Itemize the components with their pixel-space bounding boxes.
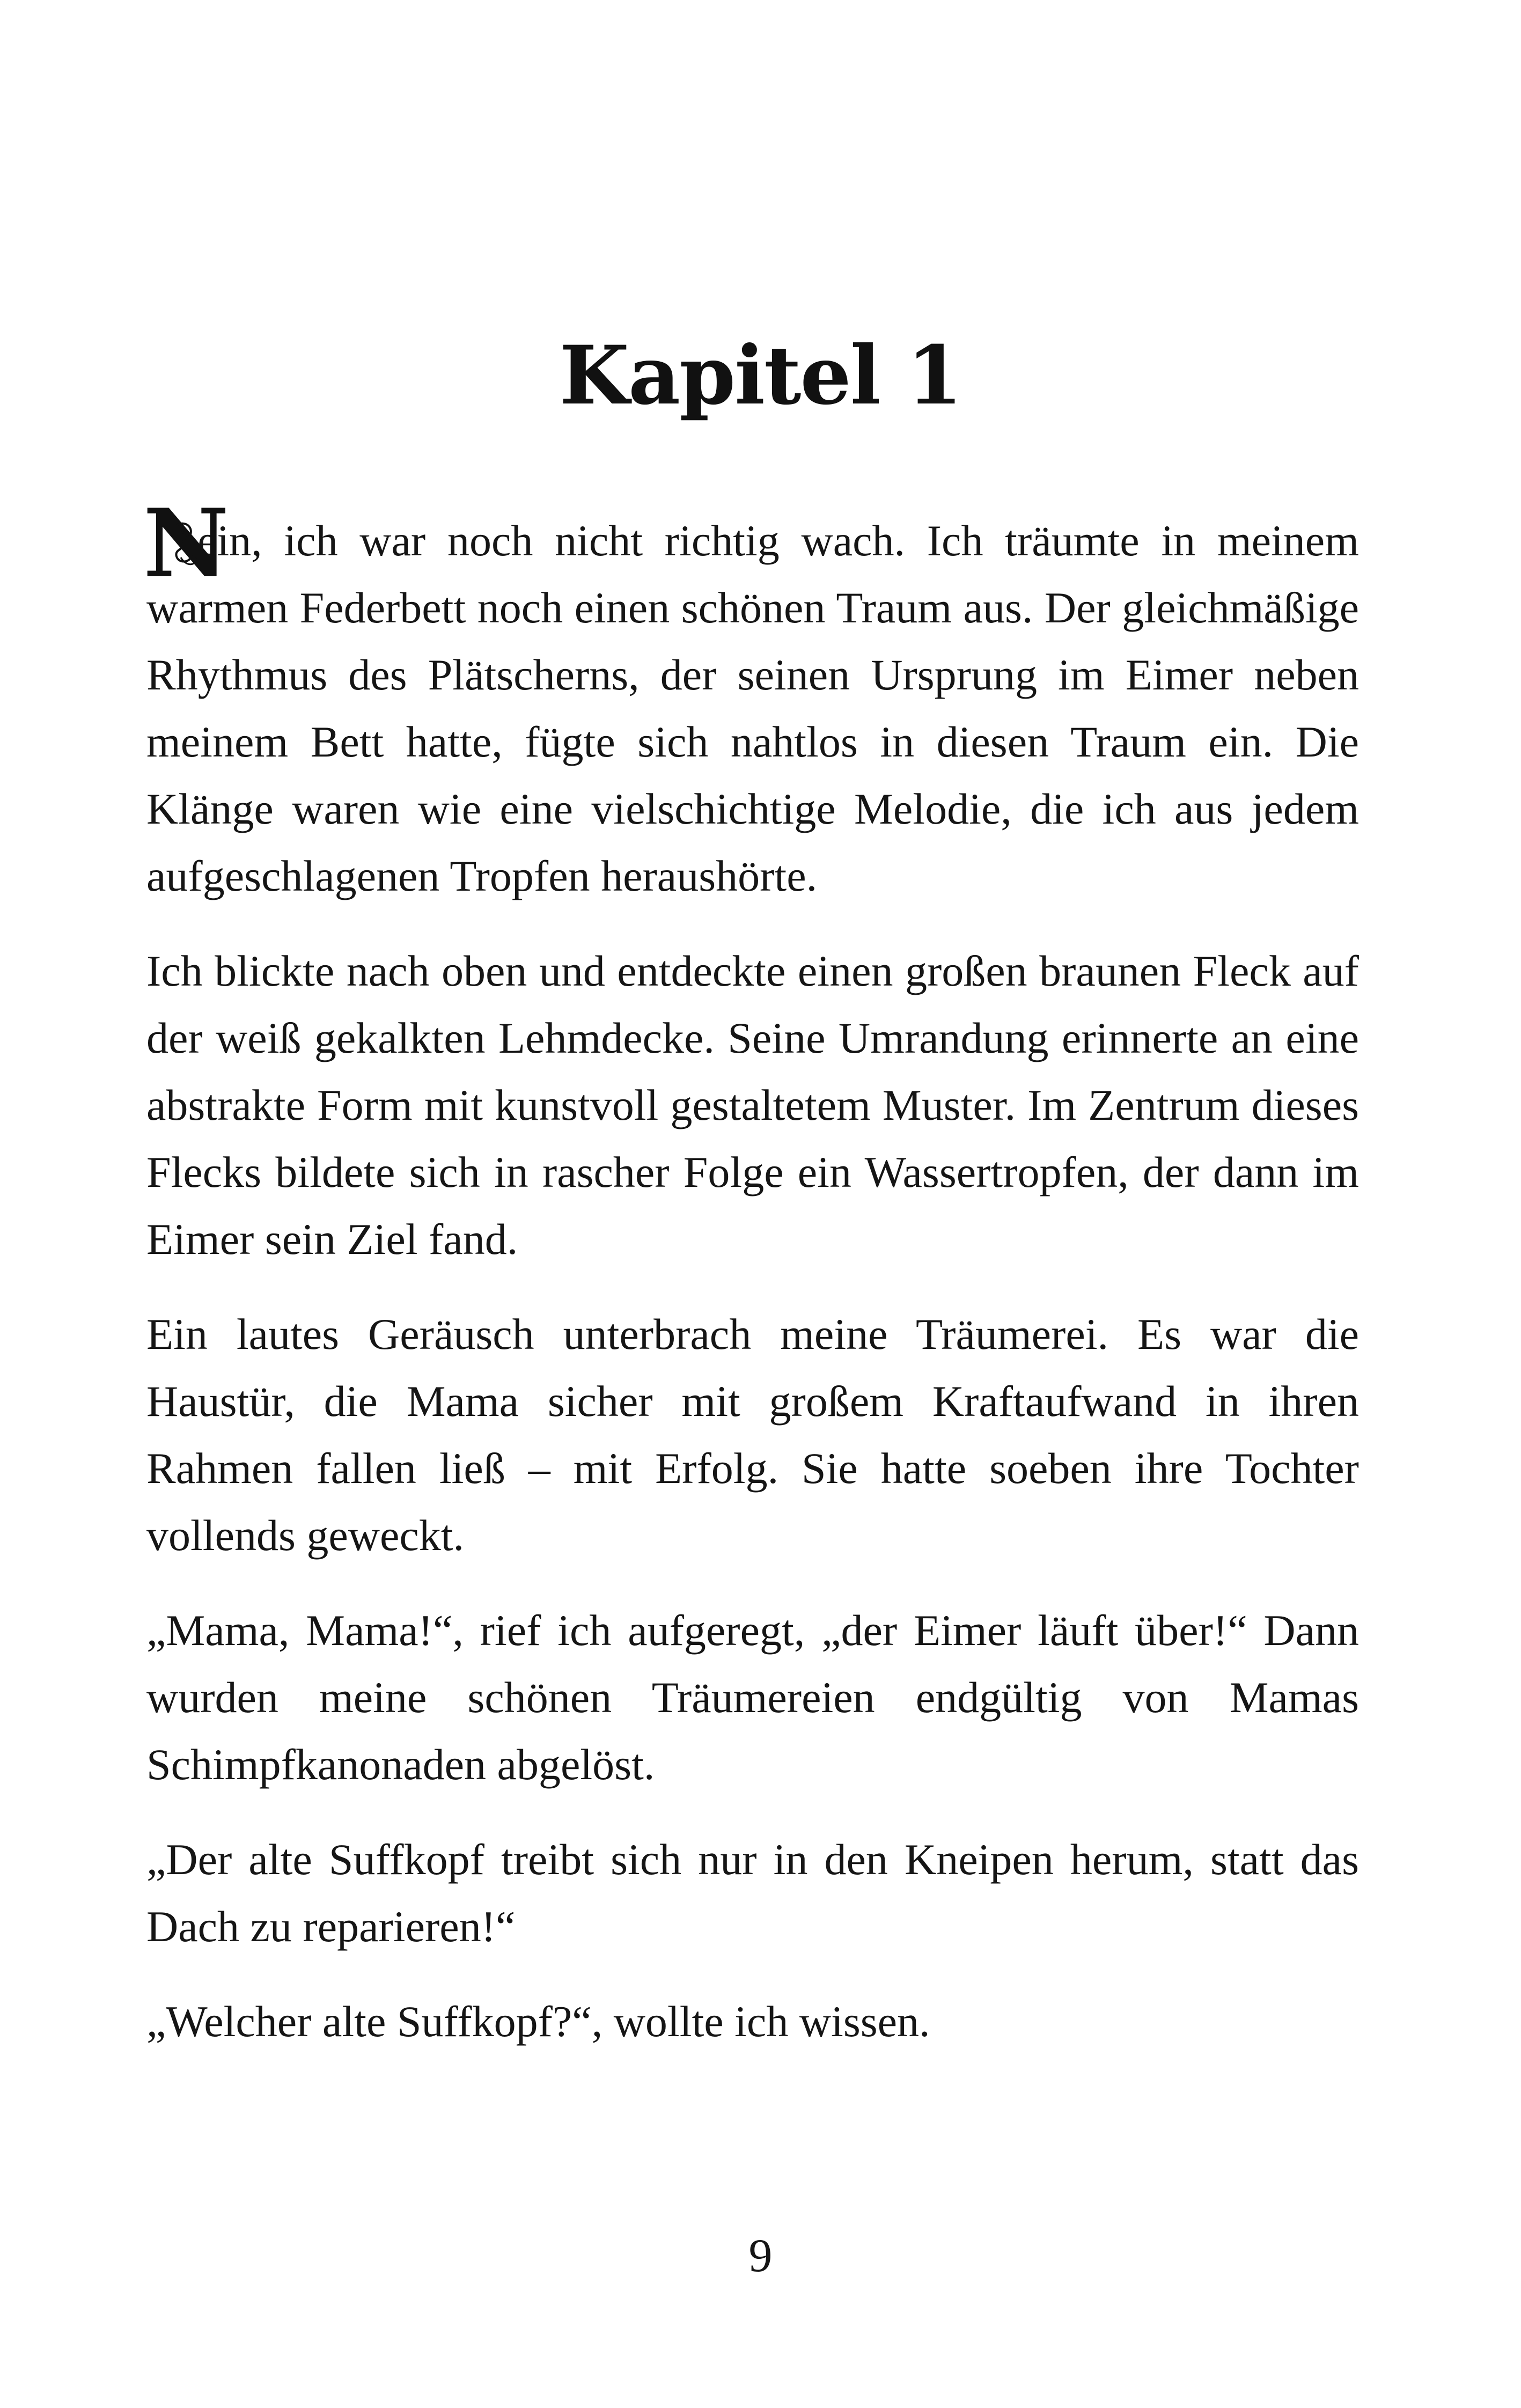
paragraph-1 <box>143 489 1359 909</box>
dropcap-initial <box>143 489 229 599</box>
dropcap-letter: N <box>143 489 229 599</box>
paragraph-1-text: ein, ich war noch nicht richtig wach. Ich träumte in meinem warmen Federbett noch einen schönen Traum aus. Der gleichmäßige Rhythmus des Plätscherns, der seinen Ursprung im Eimer neben meinem Bett hatte, fügte sich nahtlos in diesen Traum ein. Die Klänge waren wie eine vielschichtige Melodie, die ich aus jedem aufgeschlagenen Tropfen heraushörte. <box>146 516 1359 900</box>
dropcap-ornament-icon <box>143 504 208 584</box>
paragraph-5: „Der alte Suffkopf treibt sich nur in den Kneipen herum, statt das Dach zu reparieren!“ <box>146 1835 1359 1951</box>
paragraph-6: „Welcher alte Suffkopf?“, wollte ich wissen. <box>146 1997 930 2046</box>
paragraph-4: „Mama, Mama!“, rief ich aufgeregt, „der Eimer läuft über!“ Dann wurden meine schönen Träumereien endgültig von Mamas Schimpfkanonaden abgelöst. <box>146 1606 1359 1789</box>
chapter-title: Kapitel 1 <box>559 328 962 423</box>
paragraph-2: Ich blickte nach oben und entdeckte einen großen braunen Fleck auf der weiß gekalkten Lehmdecke. Seine Umrandung erinnerte an eine abstrakte Form mit kunstvoll gestaltetem Muster. Im Zentrum dieses Flecks bildete sich in rascher Folge ein Wassertropfen, der dann im Eimer sein Ziel fand. <box>146 946 1359 1264</box>
paragraph-3: Ein lautes Geräusch unterbrach meine Träumerei. Es war die Haustür, die Mama sicher mit großem Kraftaufwand in ihren Rahmen fallen ließ – mit Erfolg. Sie hatte soeben ihre Tochter vollends geweckt. <box>146 1310 1359 1560</box>
page-number: 9 <box>748 2230 773 2282</box>
body-text <box>143 489 1359 2083</box>
